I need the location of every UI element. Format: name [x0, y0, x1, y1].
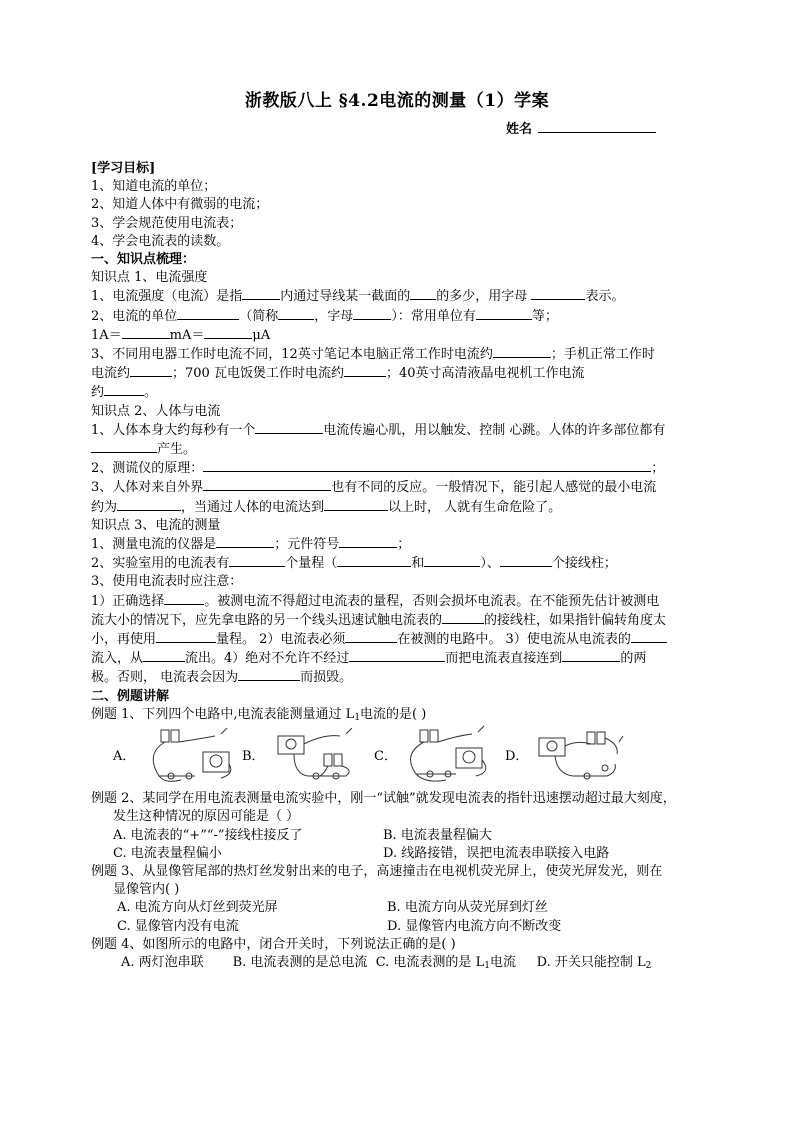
kp1-line5: 电流约 ；700 瓦电饭煲工作时电流约 ；40英寸高清液晶电视机工作电流 [91, 366, 585, 382]
kp1-line2: 2、电流的单位 （简称 ，字母 ）：常用单位有 等； [91, 308, 558, 324]
kp1-line6: 约 。 [91, 385, 158, 401]
answer-blank[interactable] [531, 287, 585, 300]
option-d[interactable]: D. 显像管内电流方向不断改变 [387, 918, 562, 934]
kp2-line5: 约为 ，当通过人体的电流达到 以上时， 人就有生命危险了。 [91, 499, 562, 515]
answer-blank[interactable] [130, 364, 172, 377]
section-heading: 二、例题讲解 [91, 688, 170, 704]
kp2-line2: 产生。 [91, 440, 711, 459]
kp1-line1: 1、电流强度（电流）是指 内通过导线某一截面的 的多少，用字母 表示。 [91, 289, 625, 305]
name-blank[interactable] [538, 120, 656, 133]
circuit-diagram-icon [396, 724, 500, 786]
answer-blank[interactable] [122, 326, 170, 339]
option-a[interactable]: A. 两灯泡串联 [121, 954, 204, 970]
answer-blank[interactable] [562, 649, 620, 662]
option-b[interactable]: B. 电流表测的是总电流 [232, 954, 368, 970]
objective-item: 4、学会电流表的读数。 [91, 233, 230, 249]
option-a[interactable]: A. 电流方向从灯丝到荧光屏 [117, 900, 278, 916]
answer-blank[interactable] [353, 307, 391, 320]
example3-stem: 例题 3、从显像管尾部的热灯丝发射出来的电子，高速撞击在电视机荧光屏上，使荧光屏发光，则在 [91, 863, 663, 879]
option-label: D． [505, 749, 529, 765]
option-c[interactable]: C. 电流表量程偏小 [113, 845, 222, 861]
kp3-line1: 1、测量电流的仪器是 ；元件符号 ； [91, 537, 411, 553]
option-a[interactable]: A. 电流表的“+”“-”接线柱接反了 [113, 827, 303, 843]
example3-options-row1 [91, 899, 711, 917]
example3-stem-cont: 显像管内( ) [113, 882, 180, 898]
kp2-title: 知识点 2、人体与电流 [91, 403, 221, 419]
kp3-title: 知识点 3、电流的测量 [91, 517, 221, 533]
circuit-diagram-icon [527, 724, 631, 786]
example2-stem: 例题 2、某同学在用电流表测量电流实验中，刚一“试触”就发现电流表的指针迅速摆动超过最大刻度， [91, 791, 676, 807]
kp3-line5: 流大小的情况下，应先拿电路的另一个线头迅速试触电流表的 的接线柱，如果指针偏转角度太 [91, 612, 667, 628]
example2-stem-cont: 发生这种情况的原因可能是（ ） [113, 809, 300, 825]
answer-blank[interactable] [164, 592, 204, 605]
kp3-line2: 2、实验室用的电流表有 个量程（ 和 ）、 个接线柱； [91, 556, 617, 572]
answer-blank[interactable] [255, 421, 323, 434]
answer-blank[interactable] [229, 554, 285, 567]
example1-stem: 例题 1、下列四个电路中,电流表能测量通过 $L_1$电流的是( ) [91, 706, 427, 723]
answer-blank[interactable] [91, 440, 157, 453]
answer-blank[interactable] [424, 554, 480, 567]
option-d[interactable]: D. 线路接错，误把电流表串联接入电路 [383, 845, 610, 861]
answer-blank[interactable] [177, 307, 239, 320]
example2-options-row1 [91, 827, 711, 845]
answer-blank[interactable] [204, 326, 252, 339]
kp1-title: 知识点 1、电流强度 [91, 270, 208, 286]
answer-blank[interactable] [493, 345, 551, 358]
objective-item: 2、知道人体中有微弱的电流； [91, 197, 269, 213]
answer-blank[interactable] [324, 498, 388, 511]
answer-blank[interactable] [238, 668, 300, 681]
kp1-line4: 3、不同用电器工作时电流不同，12英寸笔记本电脑正常工作时电流约 ；手机正常工作时 [91, 347, 655, 363]
example1-circuit-options [91, 724, 711, 790]
answer-blank[interactable] [476, 307, 532, 320]
section-heading: 一、知识点梳理： [91, 252, 196, 268]
option-label: B． [242, 749, 265, 765]
answer-blank[interactable] [278, 307, 314, 320]
circuit-diagram-icon [135, 724, 239, 786]
option-label: C． [374, 749, 397, 765]
option-label: A． [113, 749, 136, 765]
objectives-heading: [学习目标] [91, 161, 156, 176]
answer-blank[interactable] [242, 287, 280, 300]
option-c[interactable]: C. 显像管内没有电流 [117, 918, 239, 934]
answer-blank[interactable] [631, 630, 667, 643]
answer-blank[interactable] [203, 478, 331, 491]
answer-blank[interactable] [344, 364, 386, 377]
kp3-line3: 3、使用电流表时应注意： [91, 574, 243, 590]
answer-blank[interactable] [117, 498, 181, 511]
kp3-line8: 极。否则， 电流表会因为 而损毁。 [91, 670, 353, 686]
answer-blank[interactable] [216, 535, 274, 548]
kp2-line1: 1、人体本身大约每秒有一个 电流传遍心肌，用以触发、控制 心跳。人体的许多部位都有 [91, 422, 666, 438]
answer-blank[interactable] [500, 554, 552, 567]
name-field [506, 118, 656, 137]
kp3-line4: 1）正确选择 。被测电流不得超过电流表的量程，否则会损坏电流表。在不能预先估计被测电 [91, 593, 660, 609]
answer-blank[interactable] [203, 459, 651, 472]
answer-blank[interactable] [156, 630, 216, 643]
answer-blank[interactable] [337, 554, 411, 567]
option-d[interactable]: D. 开关只能控制 $L_2$ [536, 954, 652, 971]
name-label: 姓名 [506, 122, 533, 137]
objective-item: 3、学会规范使用电流表； [91, 215, 243, 231]
kp2-line4: 3、人体对来自外界 也有不同的反应。一般情况下，能引起人感觉的最小电流 [91, 480, 657, 496]
example4-options [91, 954, 711, 972]
example4-stem: 例题 4、如图所示的电路中，闭合开关时，下列说法正确的是( ) [91, 936, 456, 952]
answer-blank[interactable] [143, 649, 185, 662]
answer-blank[interactable] [345, 630, 397, 643]
answer-blank[interactable] [410, 287, 436, 300]
objective-item: 1、知道电流的单位； [91, 179, 217, 195]
kp2-line3: 2、测谎仪的原理： ； [91, 461, 665, 477]
answer-blank[interactable] [349, 649, 445, 662]
answer-blank[interactable] [104, 383, 144, 396]
option-b[interactable]: B. 电流方向从荧光屏到灯丝 [387, 900, 548, 916]
kp3-line7: 流入，从 流出。4）绝对不允许不经过 而把电流表直接连到 的两 [91, 651, 647, 667]
option-c[interactable]: C. 电流表测的是 $L_1$电流 [375, 954, 516, 971]
answer-blank[interactable] [339, 535, 397, 548]
page-title: 浙教版八上 §4.2电流的测量（1）学案 [244, 91, 550, 111]
kp3-line6: 小，再使用 量程。 2）电流表必须 在被测的电路中。 3）使电流从电流表的 [91, 630, 711, 649]
kp1-line3: 1A＝ mA＝ μA [91, 327, 271, 343]
example3-options-row2 [91, 918, 711, 936]
worksheet-content [91, 160, 711, 972]
answer-blank[interactable] [442, 611, 484, 624]
circuit-diagram-icon [264, 724, 368, 786]
example2-options-row2 [91, 845, 711, 863]
option-b[interactable]: B. 电流表量程偏大 [383, 827, 492, 843]
